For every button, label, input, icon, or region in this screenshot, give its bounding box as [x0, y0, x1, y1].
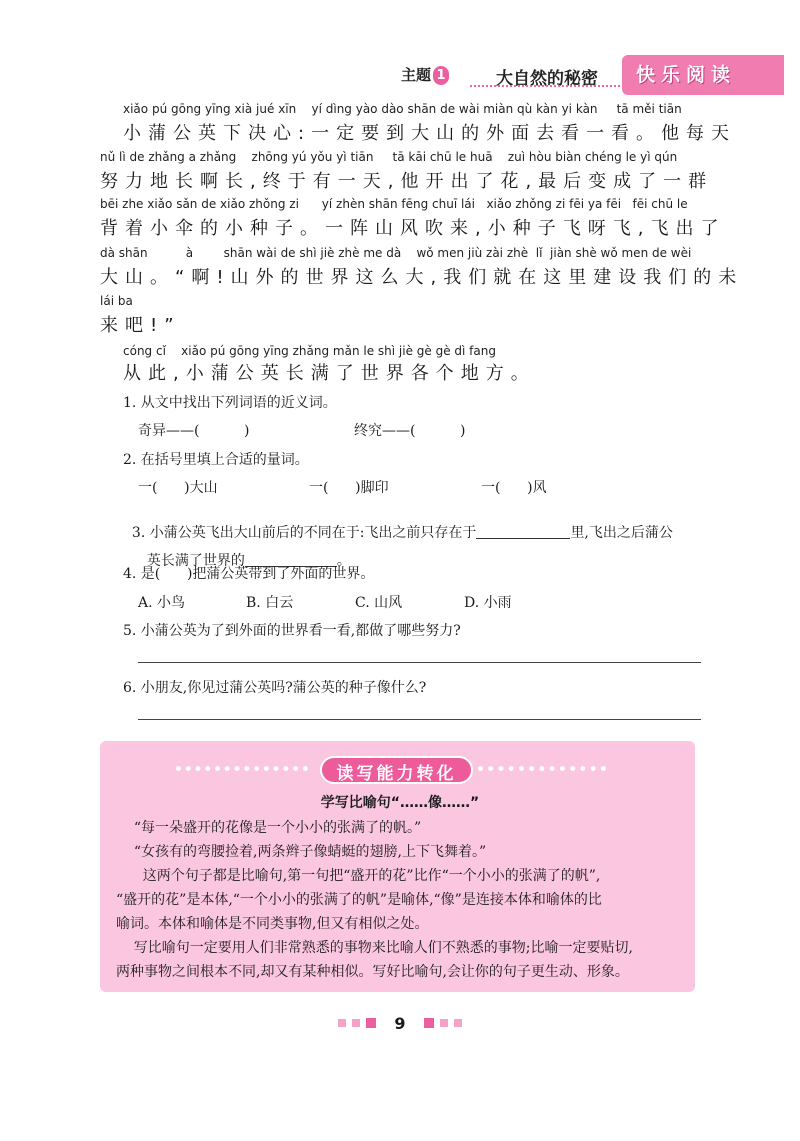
- question-3-text-a: 3. 小蒲公英飞出大山前后的不同在于:飞出之前只存在于: [131, 525, 477, 541]
- question-2-item-b: 一( )脚印: [309, 480, 389, 496]
- option-c: C. 山风: [355, 595, 403, 611]
- tips-subtitle: 学写比喻句“……像……”: [320, 795, 480, 811]
- topic-label-text: 主题: [401, 66, 432, 84]
- question-6: 6. 小朋友,你见过蒲公英吗?蒲公英的种子像什么?: [123, 680, 427, 696]
- hanzi-line-3: 背着小伞的小种子。一阵山风吹来,小种子飞呀飞,飞出了: [100, 218, 726, 239]
- topic-number-badge: 1: [433, 66, 449, 85]
- hanzi-line-4: 大山。“啊!山外的世界这么大,我们就在这里建设我们的未: [100, 267, 744, 288]
- answer-line-6[interactable]: [138, 719, 701, 720]
- hanzi-line-5: 来吧!”: [100, 315, 181, 336]
- hanzi-line-1: 小蒲公英下决心:一定要到大山的外面去看一看。他每天: [123, 123, 737, 144]
- question-2-item-c: 一( )风: [481, 480, 547, 496]
- footer-square: [352, 1019, 360, 1027]
- question-3-text-d: 。: [336, 553, 351, 569]
- page-number: 9: [394, 1014, 406, 1033]
- tips-line-1: “每一朵盛开的花像是一个小小的张满了的帆。”: [125, 820, 422, 836]
- pinyin-line-5: lái ba: [100, 294, 133, 308]
- badge-dots-left: [176, 766, 308, 771]
- footer-square: [366, 1018, 376, 1028]
- question-5: 5. 小蒲公英为了到外面的世界看一看,都做了哪些努力?: [123, 623, 461, 639]
- footer-square: [440, 1019, 448, 1027]
- footer-square: [454, 1019, 462, 1027]
- page-footer: [0, 1014, 800, 1033]
- footer-square: [424, 1018, 434, 1028]
- tips-line-7: 两种事物之间根本不同,却又有某种相似。写好比喻句,会让你的句子更生动、形象。: [116, 964, 629, 980]
- footer-square: [338, 1019, 346, 1027]
- question-3-text-c: 英长满了世界的: [146, 553, 245, 569]
- question-1: 1. 从文中找出下列词语的近义词。: [123, 395, 337, 411]
- badge-dots-right: [478, 766, 606, 771]
- tips-line-3: 这两个句子都是比喻句,第一句把“盛开的花”比作“一个小小的张满了的帆”,: [125, 868, 601, 884]
- answer-blank-1[interactable]: [476, 525, 570, 539]
- hanzi-line-6: 从此,小蒲公英长满了世界各个地方。: [123, 363, 536, 384]
- question-2-item-a: 一( )大山: [138, 480, 218, 496]
- tips-line-2: “女孩有的弯腰捡着,两条辫子像蜻蜓的翅膀,上下飞舞着。”: [125, 844, 487, 860]
- tips-line-6: 写比喻句一定要用人们非常熟悉的事物来比喻人们不熟悉的事物;比喻一定要贴切,: [116, 940, 633, 956]
- tips-badge-label: 读写能力转化: [336, 764, 457, 784]
- section-tab-label: 快乐阅读: [636, 64, 737, 86]
- option-a: A. 小鸟: [138, 595, 186, 611]
- topic-label: [401, 64, 449, 85]
- question-2: 2. 在括号里填上合适的量词。: [123, 452, 309, 468]
- pinyin-line-3: bēi zhe xiǎo sǎn de xiǎo zhǒng zi yí zhèn shān fēng chuī lái xiǎo zhǒng zi fēi ya fēi fēi chū le: [100, 197, 688, 211]
- hanzi-line-2: 努力地长啊长,终于有一天,他开出了花,最后变成了一群: [100, 171, 714, 192]
- header-dotted-divider: [470, 85, 620, 87]
- option-d: D. 小雨: [464, 595, 512, 611]
- question-1-item-b: 终究——( ): [354, 423, 466, 439]
- option-b: B. 白云: [246, 595, 294, 611]
- page-title: 大自然的秘密: [496, 69, 598, 89]
- pinyin-line-1: xiǎo pú gōng yīng xià jué xīn yí dìng yào dào shān de wài miàn qù kàn yi kàn tā měi tiān: [123, 102, 682, 116]
- question-1-item-a: 奇异——( ): [138, 423, 250, 439]
- pinyin-line-4: dà shān à shān wài de shì jiè zhè me dà wǒ men jiù zài zhè lǐ jiàn shè wǒ men de wèi: [100, 246, 692, 260]
- tips-line-5: 喻词。本体和喻体是不同类事物,但又有相似之处。: [116, 916, 429, 932]
- question-4: 4. 是( )把蒲公英带到了外面的世界。: [123, 566, 375, 582]
- question-3-text-b: 里,飞出之后蒲公: [570, 525, 673, 541]
- pinyin-line-2: nǔ lì de zhǎng a zhǎng zhōng yú yǒu yì tiān tā kāi chū le huā zuì hòu biàn chéng le yì qún: [100, 150, 678, 164]
- answer-line-5[interactable]: [138, 662, 701, 663]
- tips-line-4: “盛开的花”是本体,“一个小小的张满了的帆”是喻体,“像”是连接本体和喻体的比: [116, 892, 602, 908]
- pinyin-line-6: cóng cǐ xiǎo pú gōng yīng zhǎng mǎn le shì jiè gè gè dì fang: [123, 344, 496, 358]
